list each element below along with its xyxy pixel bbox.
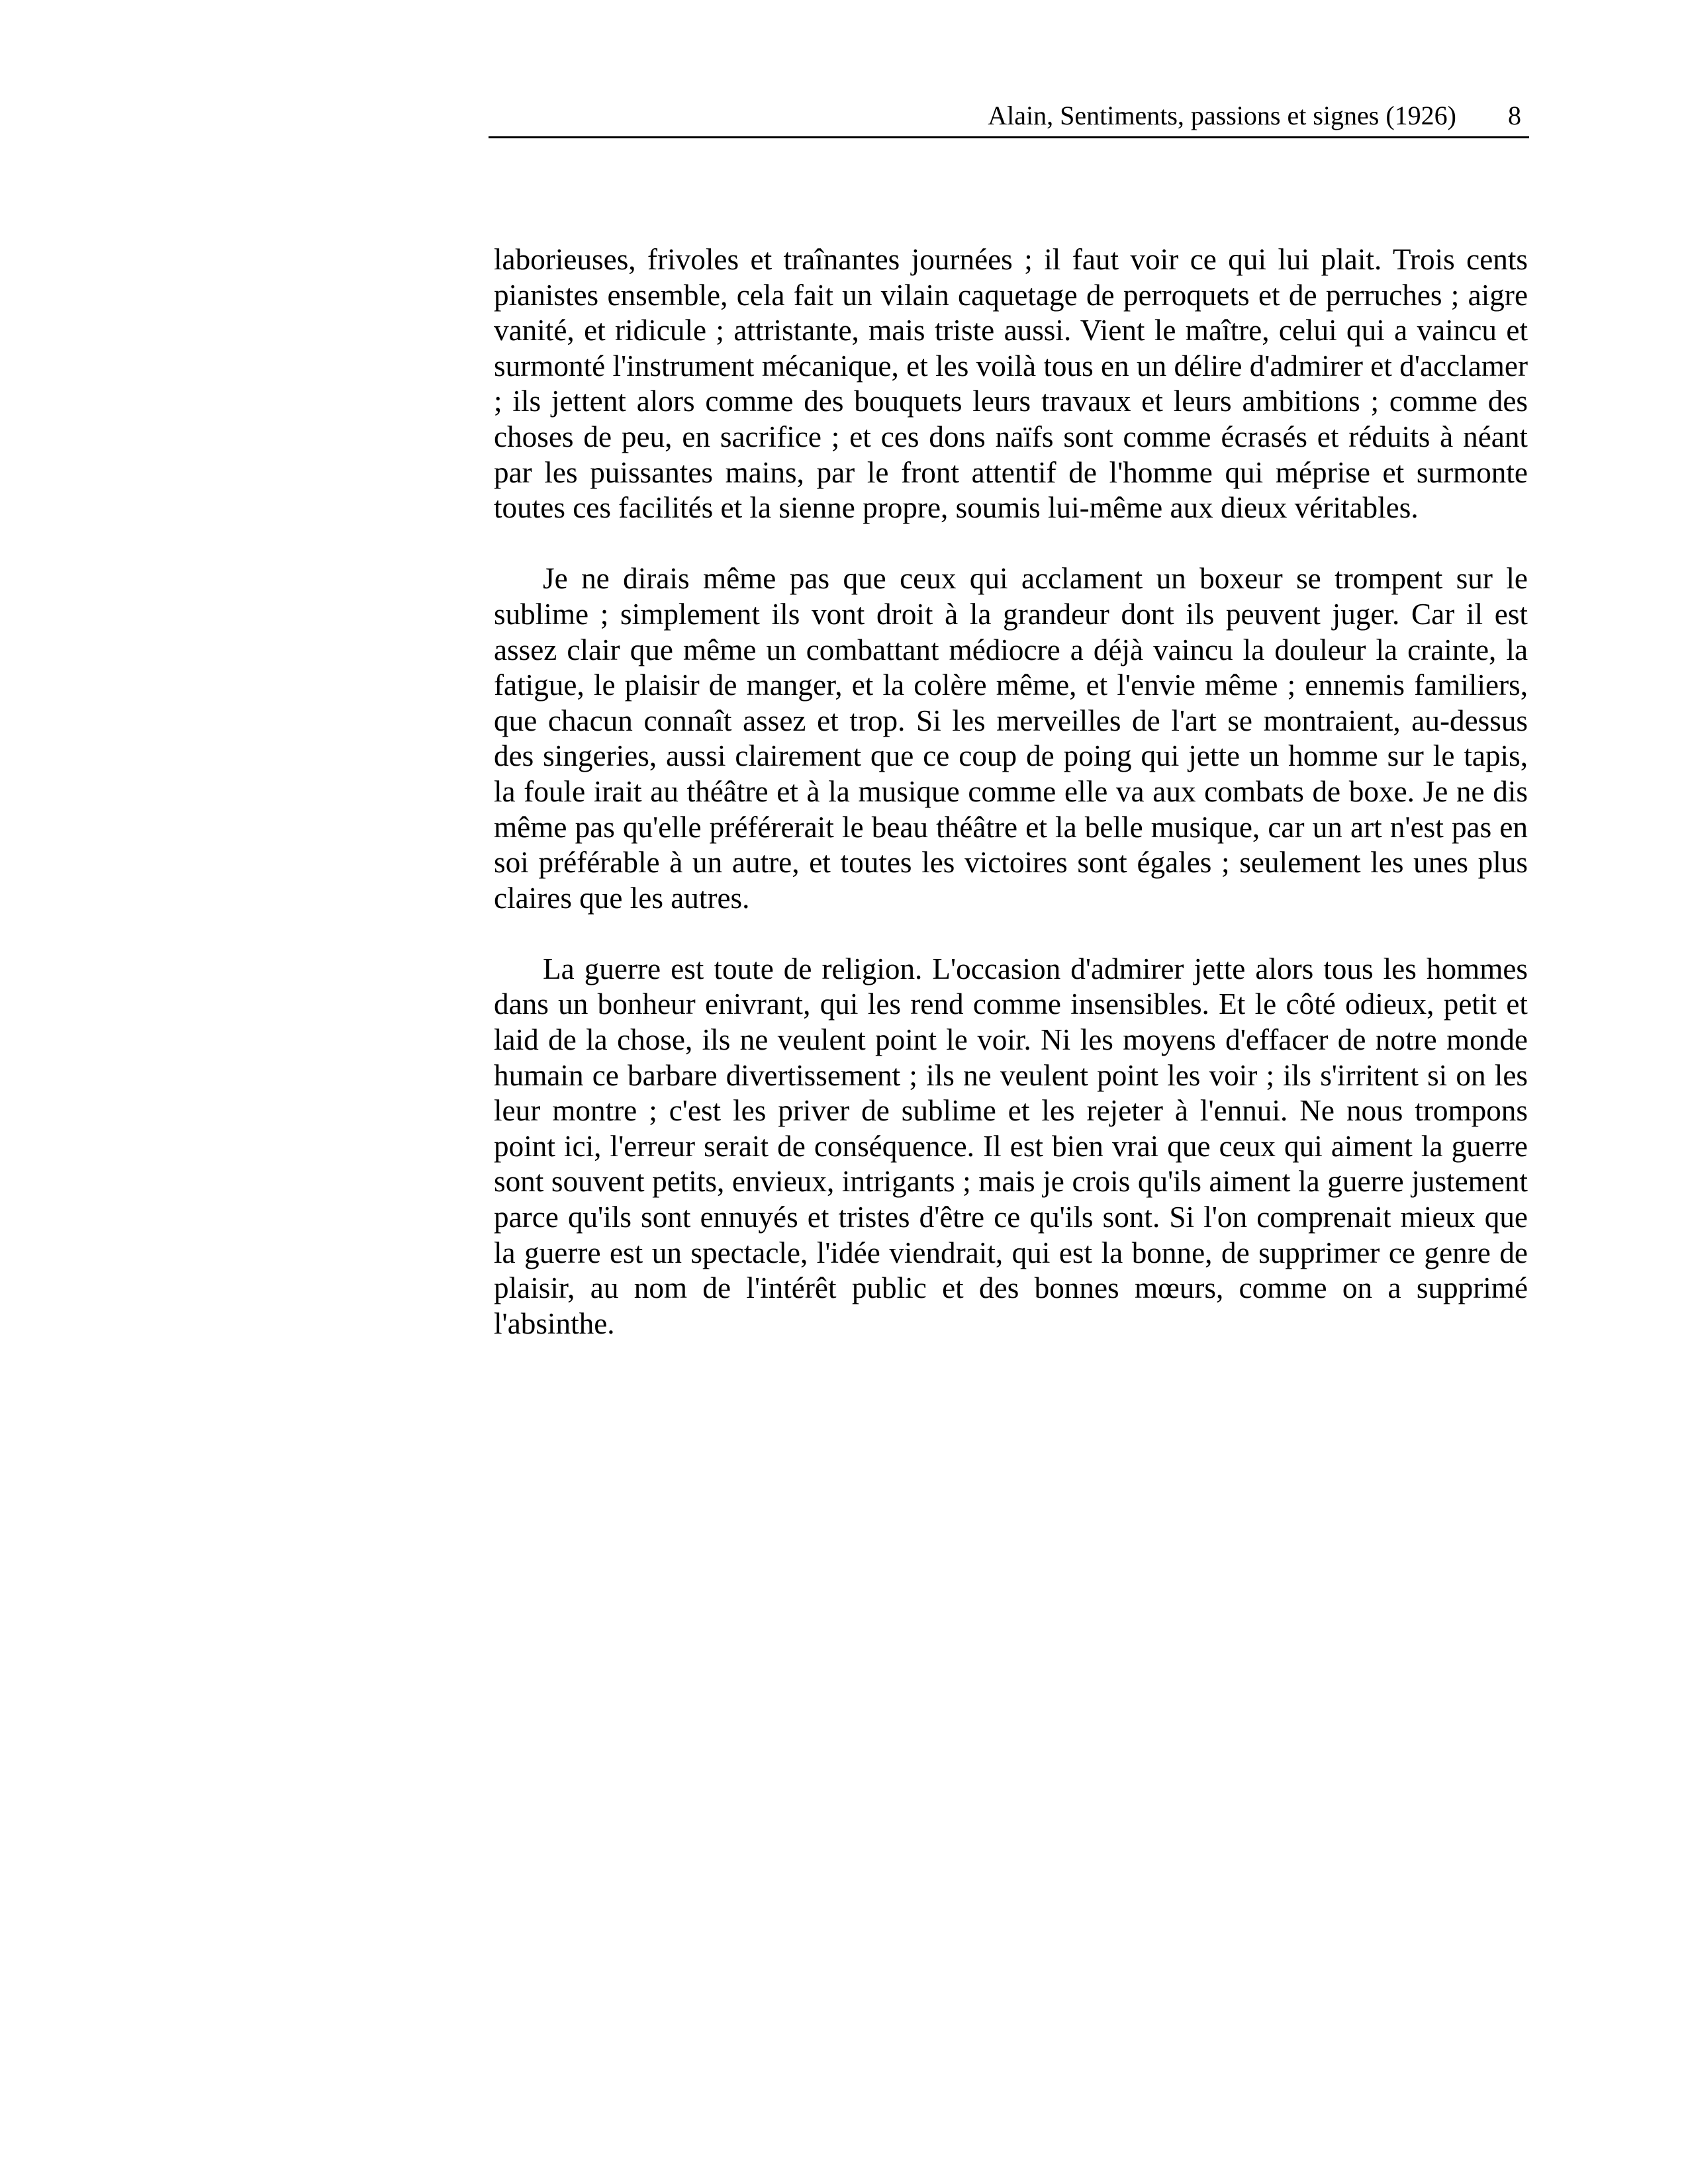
paragraph-boxeur: Je ne dirais même pas que ceux qui acclament un boxeur se trompent sur le sublime ; simplement ils vont droit à la grandeur dont ils peuvent juger. Car il est assez clair que même un combattant médiocre a déjà vaincu la douleur la crainte, la fatigue, le plaisir de manger, et la colère même, et l'envie même ; ennemis familiers, que chacun connaît assez et trop. Si les merveilles de l'art se montraient, au-dessus des singeries, aussi clairement que ce coup de poing qui jette un homme sur le tapis, la foule irait au théâtre et à la musique comme elle va aux combats de boxe. Je ne dis même pas qu'elle préférerait le beau théâtre et la belle musique, car un art n'est pas en soi préférable à un autre, et toutes les victoires sont égales ; seulement les unes plus claires que les autres.	[494, 562, 1528, 915]
running-title: Alain, Sentiments, passions et signes (1926)	[988, 101, 1456, 130]
page-number: 8	[1508, 101, 1521, 130]
running-header	[489, 95, 1529, 138]
paragraph-continuation: laborieuses, frivoles et traînantes journées ; il faut voir ce qui lui plait. Trois cents pianistes ensemble, cela fait un vilain caquetage de perroquets et de perruches ; aigre vanité, et ridicule ; attristante, mais triste aussi. Vient le maître, celui qui a vaincu et surmonté l'instrument mécanique, et les voilà tous en un délire d'admirer et d'acclamer ; ils jettent alors comme des bouquets leurs travaux et leurs ambitions ; comme des choses de peu, en sacrifice ; et ces dons naïfs sont comme écrasés et réduits à néant par les puissantes mains, par le front attentif de l'homme qui méprise et surmonte toutes ces facilités et la sienne propre, soumis lui-même aux dieux véritables.	[494, 243, 1528, 525]
paragraph-guerre: La guerre est toute de religion. L'occasion d'admirer jette alors tous les hommes dans un bonheur enivrant, qui les rend comme insensibles. Et le côté odieux, petit et laid de la chose, ils ne veulent point le voir. Ni les moyens d'effacer de notre monde humain ce barbare divertissement ; ils ne veulent point les voir ; ils s'irritent si on les leur montre ; c'est les priver de sublime et les rejeter à l'ennui. Ne nous trompons point ici, l'erreur serait de conséquence. Il est bien vrai que ceux qui aiment la guerre sont souvent petits, envieux, intrigants ; mais je crois qu'ils aiment la guerre justement parce qu'ils sont ennuyés et tristes d'être ce qu'ils sont. Si l'on comprenait mieux que la guerre est un spectacle, l'idée viendrait, qui est la bonne, de supprimer ce genre de plaisir, au nom de l'intérêt public et des bonnes mœurs, comme on a supprimé l'absinthe.	[494, 952, 1528, 1340]
body-text	[494, 242, 1528, 1377]
